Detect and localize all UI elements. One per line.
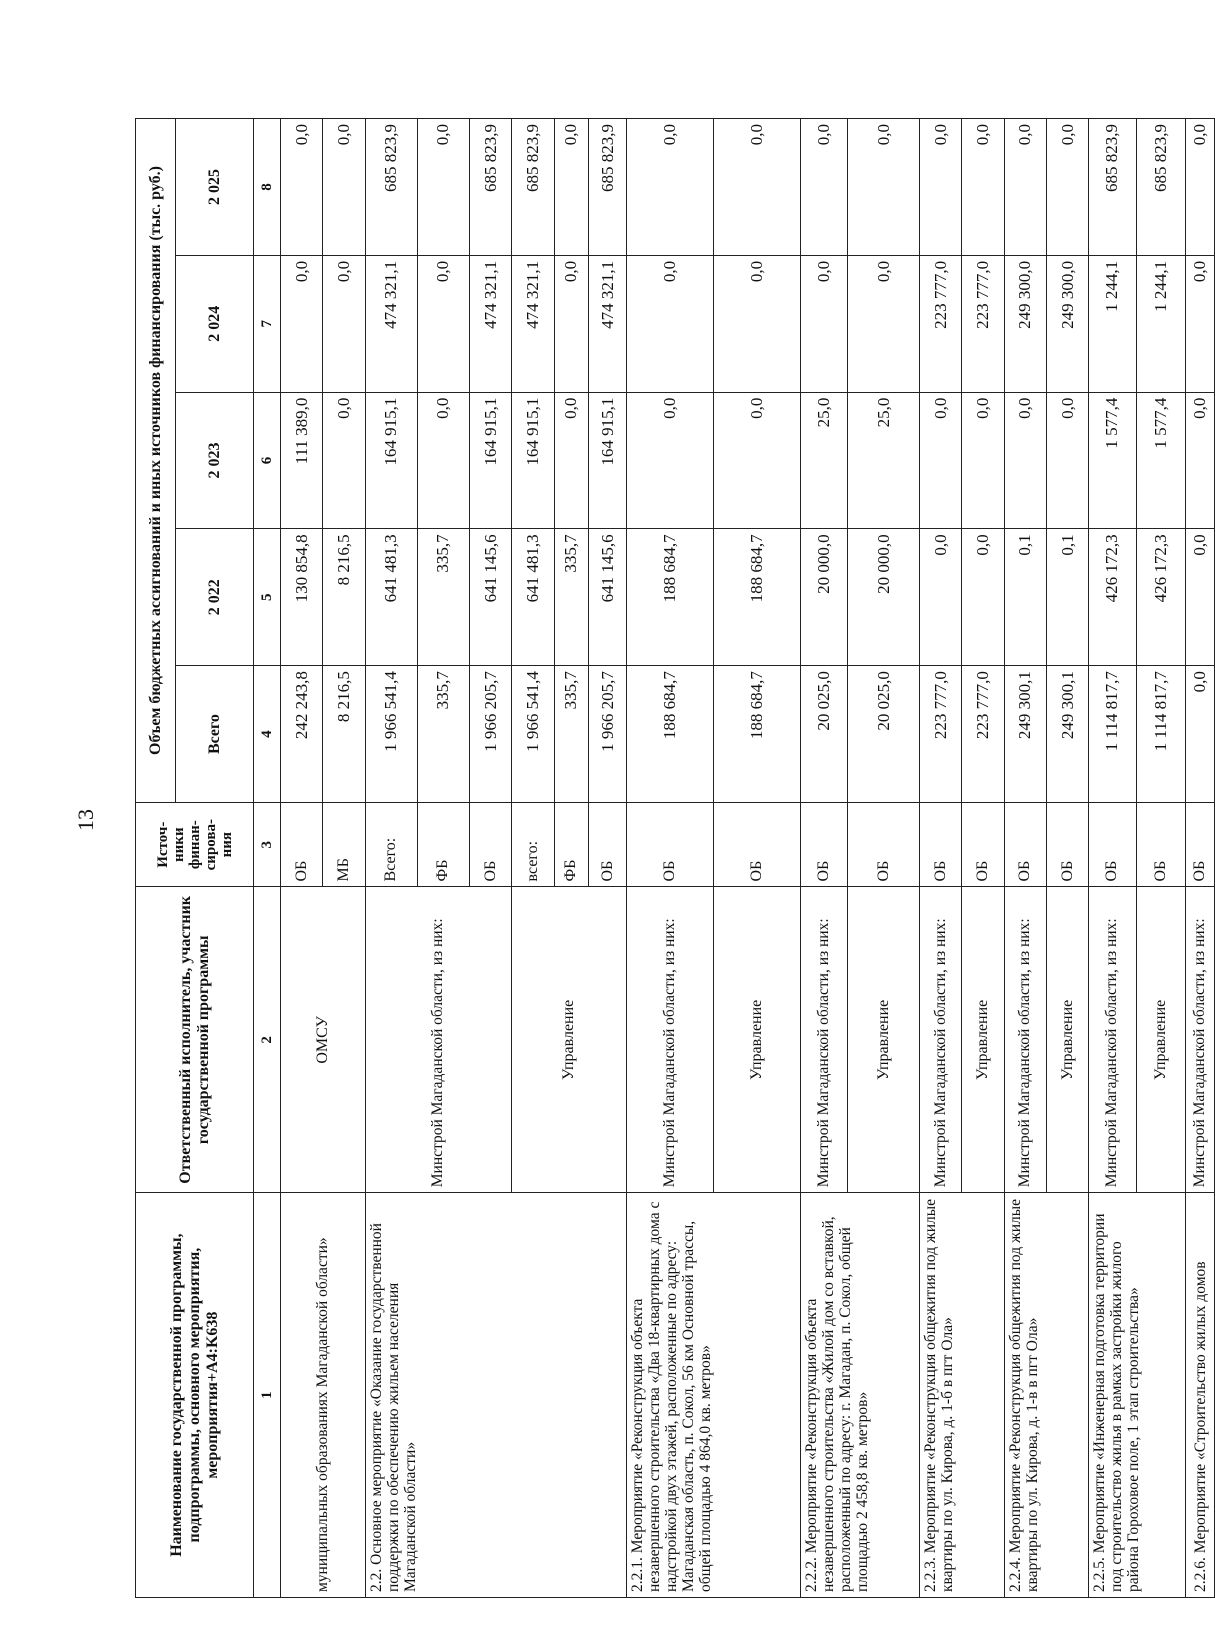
- amount-total-cell: 335,7: [417, 666, 469, 803]
- amount-2023-cell: 0,0: [962, 392, 1004, 529]
- amount-2025-cell: 0,0: [800, 119, 847, 256]
- column-number: 2: [254, 887, 281, 1193]
- program-name-cell: 2.2.2. Мероприятие «Реконструкция объекта незавершенного строительства «Жилой дом со вставкой, расположенный по адресу: г. Магадан, п. Сокол, общей площадью 2 458,8 кв. метров»: [800, 1193, 919, 1598]
- amount-total-cell: 1 114 817,7: [1089, 666, 1136, 803]
- executor-cell: Управление: [512, 887, 626, 1193]
- executor-cell: ОМСУ: [281, 887, 366, 1193]
- funding-source-cell: всего:: [512, 802, 554, 887]
- executor-cell: Минстрой Магаданской области, из них:: [800, 887, 847, 1193]
- table-row: [626, 119, 713, 1598]
- column-number: 6: [254, 392, 281, 529]
- header-year-2022: 2 022: [176, 529, 254, 666]
- amount-2025-cell: 685 823,9: [1089, 119, 1136, 256]
- column-number: 8: [254, 119, 281, 256]
- funding-source-cell: ОБ: [626, 802, 713, 887]
- amount-2023-cell: 1 577,4: [1089, 392, 1136, 529]
- funding-source-cell: ОБ: [848, 802, 920, 887]
- executor-cell: Минстрой Магаданской области, из них:: [1089, 887, 1136, 1193]
- program-name-cell: 2.2.5. Мероприятие «Инженерная подготовка территории под строительство жилья в рамках застройки жилого района Гороховое поле, 1 этап строительства»: [1089, 1193, 1186, 1598]
- amount-2023-cell: 0,0: [323, 392, 365, 529]
- header-program-name: Наименование государственной программы, подпрограммы, основного мероприятия, мероприятия+A4:K638: [136, 1193, 254, 1598]
- amount-total-cell: 1 966 541,4: [512, 666, 554, 803]
- amount-2023-cell: 164 915,1: [365, 392, 417, 529]
- executor-cell: Управление: [962, 887, 1004, 1193]
- funding-source-cell: ОБ: [281, 802, 323, 887]
- amount-2023-cell: 164 915,1: [512, 392, 554, 529]
- table-row: [365, 119, 417, 1598]
- amount-2022-cell: 641 145,6: [470, 529, 512, 666]
- amount-2025-cell: 0,0: [1046, 119, 1088, 256]
- executor-cell: Управление: [1136, 887, 1186, 1193]
- funding-source-cell: ОБ: [589, 802, 626, 887]
- amount-2022-cell: 188 684,7: [713, 529, 800, 666]
- amount-total-cell: 20 025,0: [800, 666, 847, 803]
- table-row: [800, 119, 847, 1598]
- amount-total-cell: 249 300,1: [1004, 666, 1046, 803]
- amount-total-cell: 1 966 205,7: [589, 666, 626, 803]
- amount-2025-cell: 0,0: [417, 119, 469, 256]
- amount-2024-cell: 0,0: [554, 255, 589, 392]
- amount-2022-cell: 8 216,5: [323, 529, 365, 666]
- amount-2025-cell: 0,0: [1004, 119, 1046, 256]
- amount-2023-cell: 0,0: [1186, 392, 1215, 529]
- table-row: [1004, 119, 1046, 1598]
- amount-2025-cell: 0,0: [626, 119, 713, 256]
- amount-2022-cell: 641 481,3: [365, 529, 417, 666]
- column-number: 5: [254, 529, 281, 666]
- table-row: [281, 119, 323, 1598]
- executor-cell: Минстрой Магаданской области, из них:: [626, 887, 713, 1193]
- amount-total-cell: 1 114 817,7: [1136, 666, 1186, 803]
- executor-cell: Минстрой Магаданской области, из них:: [365, 887, 512, 1193]
- executor-cell: Управление: [713, 887, 800, 1193]
- funding-source-cell: ФБ: [417, 802, 469, 887]
- amount-2022-cell: 0,0: [1186, 529, 1215, 666]
- budget-table: [135, 118, 1215, 1598]
- funding-source-cell: МБ: [323, 802, 365, 887]
- funding-source-cell: ОБ: [1186, 802, 1215, 887]
- amount-2022-cell: 641 145,6: [589, 529, 626, 666]
- amount-2023-cell: 25,0: [800, 392, 847, 529]
- executor-cell: Минстрой Магаданской области, из них:: [1186, 887, 1215, 1193]
- amount-total-cell: 242 243,8: [281, 666, 323, 803]
- amount-2023-cell: 0,0: [713, 392, 800, 529]
- amount-total-cell: 249 300,1: [1046, 666, 1088, 803]
- funding-source-cell: ОБ: [800, 802, 847, 887]
- amount-2023-cell: 111 389,0: [281, 392, 323, 529]
- amount-2025-cell: 0,0: [920, 119, 962, 256]
- funding-source-cell: ОБ: [1004, 802, 1046, 887]
- funding-source-cell: ОБ: [1136, 802, 1186, 887]
- amount-2024-cell: 0,0: [281, 255, 323, 392]
- amount-2022-cell: 641 481,3: [512, 529, 554, 666]
- amount-2023-cell: 0,0: [1004, 392, 1046, 529]
- amount-2024-cell: 0,0: [713, 255, 800, 392]
- funding-source-cell: ОБ: [713, 802, 800, 887]
- amount-total-cell: 188 684,7: [713, 666, 800, 803]
- amount-2025-cell: 0,0: [962, 119, 1004, 256]
- amount-2025-cell: 685 823,9: [365, 119, 417, 256]
- column-number: 7: [254, 255, 281, 392]
- amount-2024-cell: 223 777,0: [920, 255, 962, 392]
- table-row: [920, 119, 962, 1598]
- amount-total-cell: 20 025,0: [848, 666, 920, 803]
- program-name-cell: 2.2. Основное мероприятие «Оказание государственной поддержки по обеспечению жильем населения Магаданской области»: [365, 1193, 626, 1598]
- executor-cell: Управление: [848, 887, 920, 1193]
- funding-source-cell: ОБ: [920, 802, 962, 887]
- amount-2022-cell: 188 684,7: [626, 529, 713, 666]
- amount-2025-cell: 685 823,9: [1136, 119, 1186, 256]
- column-number: 1: [254, 1193, 281, 1598]
- header-year-2025: 2 025: [176, 119, 254, 256]
- amount-2024-cell: 0,0: [417, 255, 469, 392]
- amount-2024-cell: 0,0: [800, 255, 847, 392]
- amount-2024-cell: 0,0: [626, 255, 713, 392]
- amount-2022-cell: 335,7: [554, 529, 589, 666]
- header-funding-source: Источ-ники финан-сирова-ния: [136, 802, 254, 887]
- amount-2024-cell: 474 321,1: [470, 255, 512, 392]
- program-name-cell: 2.2.4. Мероприятие «Реконструкция общежития под жилые квартиры по ул. Кирова, д. 1-в в пгт Ола»: [1004, 1193, 1089, 1598]
- amount-2024-cell: 1 244,1: [1136, 255, 1186, 392]
- funding-source-cell: Всего:: [365, 802, 417, 887]
- amount-2023-cell: 25,0: [848, 392, 920, 529]
- amount-total-cell: 0,0: [1186, 666, 1215, 803]
- header-year-2023: 2 023: [176, 392, 254, 529]
- amount-total-cell: 335,7: [554, 666, 589, 803]
- funding-source-cell: ОБ: [1046, 802, 1088, 887]
- executor-cell: Минстрой Магаданской области, из них:: [1004, 887, 1046, 1193]
- amount-total-cell: 188 684,7: [626, 666, 713, 803]
- amount-2024-cell: 0,0: [1186, 255, 1215, 392]
- amount-2024-cell: 0,0: [848, 255, 920, 392]
- table-row: [1089, 119, 1136, 1598]
- amount-2025-cell: 685 823,9: [512, 119, 554, 256]
- funding-source-cell: ОБ: [1089, 802, 1136, 887]
- amount-2022-cell: 20 000,0: [800, 529, 847, 666]
- amount-2025-cell: 0,0: [848, 119, 920, 256]
- amount-2025-cell: 0,0: [1186, 119, 1215, 256]
- program-name-cell: муниципальных образованиях Магаданской области»: [281, 1193, 366, 1598]
- amount-2025-cell: 0,0: [281, 119, 323, 256]
- amount-2022-cell: 426 172,3: [1089, 529, 1136, 666]
- amount-2025-cell: 0,0: [554, 119, 589, 256]
- header-year-2024: 2 024: [176, 255, 254, 392]
- amount-2023-cell: 164 915,1: [589, 392, 626, 529]
- amount-2022-cell: 130 854,8: [281, 529, 323, 666]
- amount-2024-cell: 0,0: [323, 255, 365, 392]
- amount-2022-cell: 335,7: [417, 529, 469, 666]
- amount-2023-cell: 0,0: [417, 392, 469, 529]
- amount-total-cell: 223 777,0: [920, 666, 962, 803]
- header-funding-volume: Объем бюджетных ассигнований и иных источников финансирования (тыс. руб.): [136, 119, 176, 803]
- amount-2025-cell: 0,0: [323, 119, 365, 256]
- amount-2025-cell: 685 823,9: [470, 119, 512, 256]
- amount-2023-cell: 1 577,4: [1136, 392, 1186, 529]
- budget-table-sheet: [135, 118, 1215, 1598]
- column-number: 4: [254, 666, 281, 803]
- amount-2024-cell: 474 321,1: [512, 255, 554, 392]
- amount-total-cell: 8 216,5: [323, 666, 365, 803]
- amount-2022-cell: 0,1: [1046, 529, 1088, 666]
- executor-cell: Минстрой Магаданской области, из них:: [920, 887, 962, 1193]
- funding-source-cell: ОБ: [470, 802, 512, 887]
- amount-2024-cell: 249 300,0: [1004, 255, 1046, 392]
- amount-2023-cell: 0,0: [554, 392, 589, 529]
- header-total: Всего: [176, 666, 254, 803]
- header-executor: Ответственный исполнитель, участник государственной программы: [136, 887, 254, 1193]
- amount-2022-cell: 426 172,3: [1136, 529, 1186, 666]
- amount-2024-cell: 1 244,1: [1089, 255, 1136, 392]
- column-number: 3: [254, 802, 281, 887]
- amount-2024-cell: 223 777,0: [962, 255, 1004, 392]
- amount-2024-cell: 249 300,0: [1046, 255, 1088, 392]
- amount-2023-cell: 164 915,1: [470, 392, 512, 529]
- amount-total-cell: 223 777,0: [962, 666, 1004, 803]
- program-name-cell: 2.2.6. Мероприятие «Строительство жилых домов: [1186, 1193, 1215, 1598]
- table-row: [1186, 119, 1215, 1598]
- amount-2024-cell: 474 321,1: [589, 255, 626, 392]
- funding-source-cell: ФБ: [554, 802, 589, 887]
- amount-2023-cell: 0,0: [1046, 392, 1088, 529]
- program-name-cell: 2.2.1. Мероприятие «Реконструкция объекта незавершенного строительства «Два 18-квартирных дома с надстройкой двух этажей, расположенные по адресу: Магаданская область, п. Сокол, 56 км Основной трассы, общей площадью 4 864,0 кв. метров»: [626, 1193, 800, 1598]
- amount-2025-cell: 0,0: [713, 119, 800, 256]
- amount-2022-cell: 0,0: [920, 529, 962, 666]
- funding-source-cell: ОБ: [962, 802, 1004, 887]
- amount-2023-cell: 0,0: [920, 392, 962, 529]
- amount-2022-cell: 0,0: [962, 529, 1004, 666]
- amount-2023-cell: 0,0: [626, 392, 713, 529]
- executor-cell: Управление: [1046, 887, 1088, 1193]
- page-number: 13: [73, 809, 98, 831]
- amount-total-cell: 1 966 541,4: [365, 666, 417, 803]
- amount-2024-cell: 474 321,1: [365, 255, 417, 392]
- amount-2025-cell: 685 823,9: [589, 119, 626, 256]
- program-name-cell: 2.2.3. Мероприятие «Реконструкция общежития под жилые квартиры по ул. Кирова, д. 1-б в пгт Ола»: [920, 1193, 1005, 1598]
- amount-total-cell: 1 966 205,7: [470, 666, 512, 803]
- amount-2022-cell: 0,1: [1004, 529, 1046, 666]
- amount-2022-cell: 20 000,0: [848, 529, 920, 666]
